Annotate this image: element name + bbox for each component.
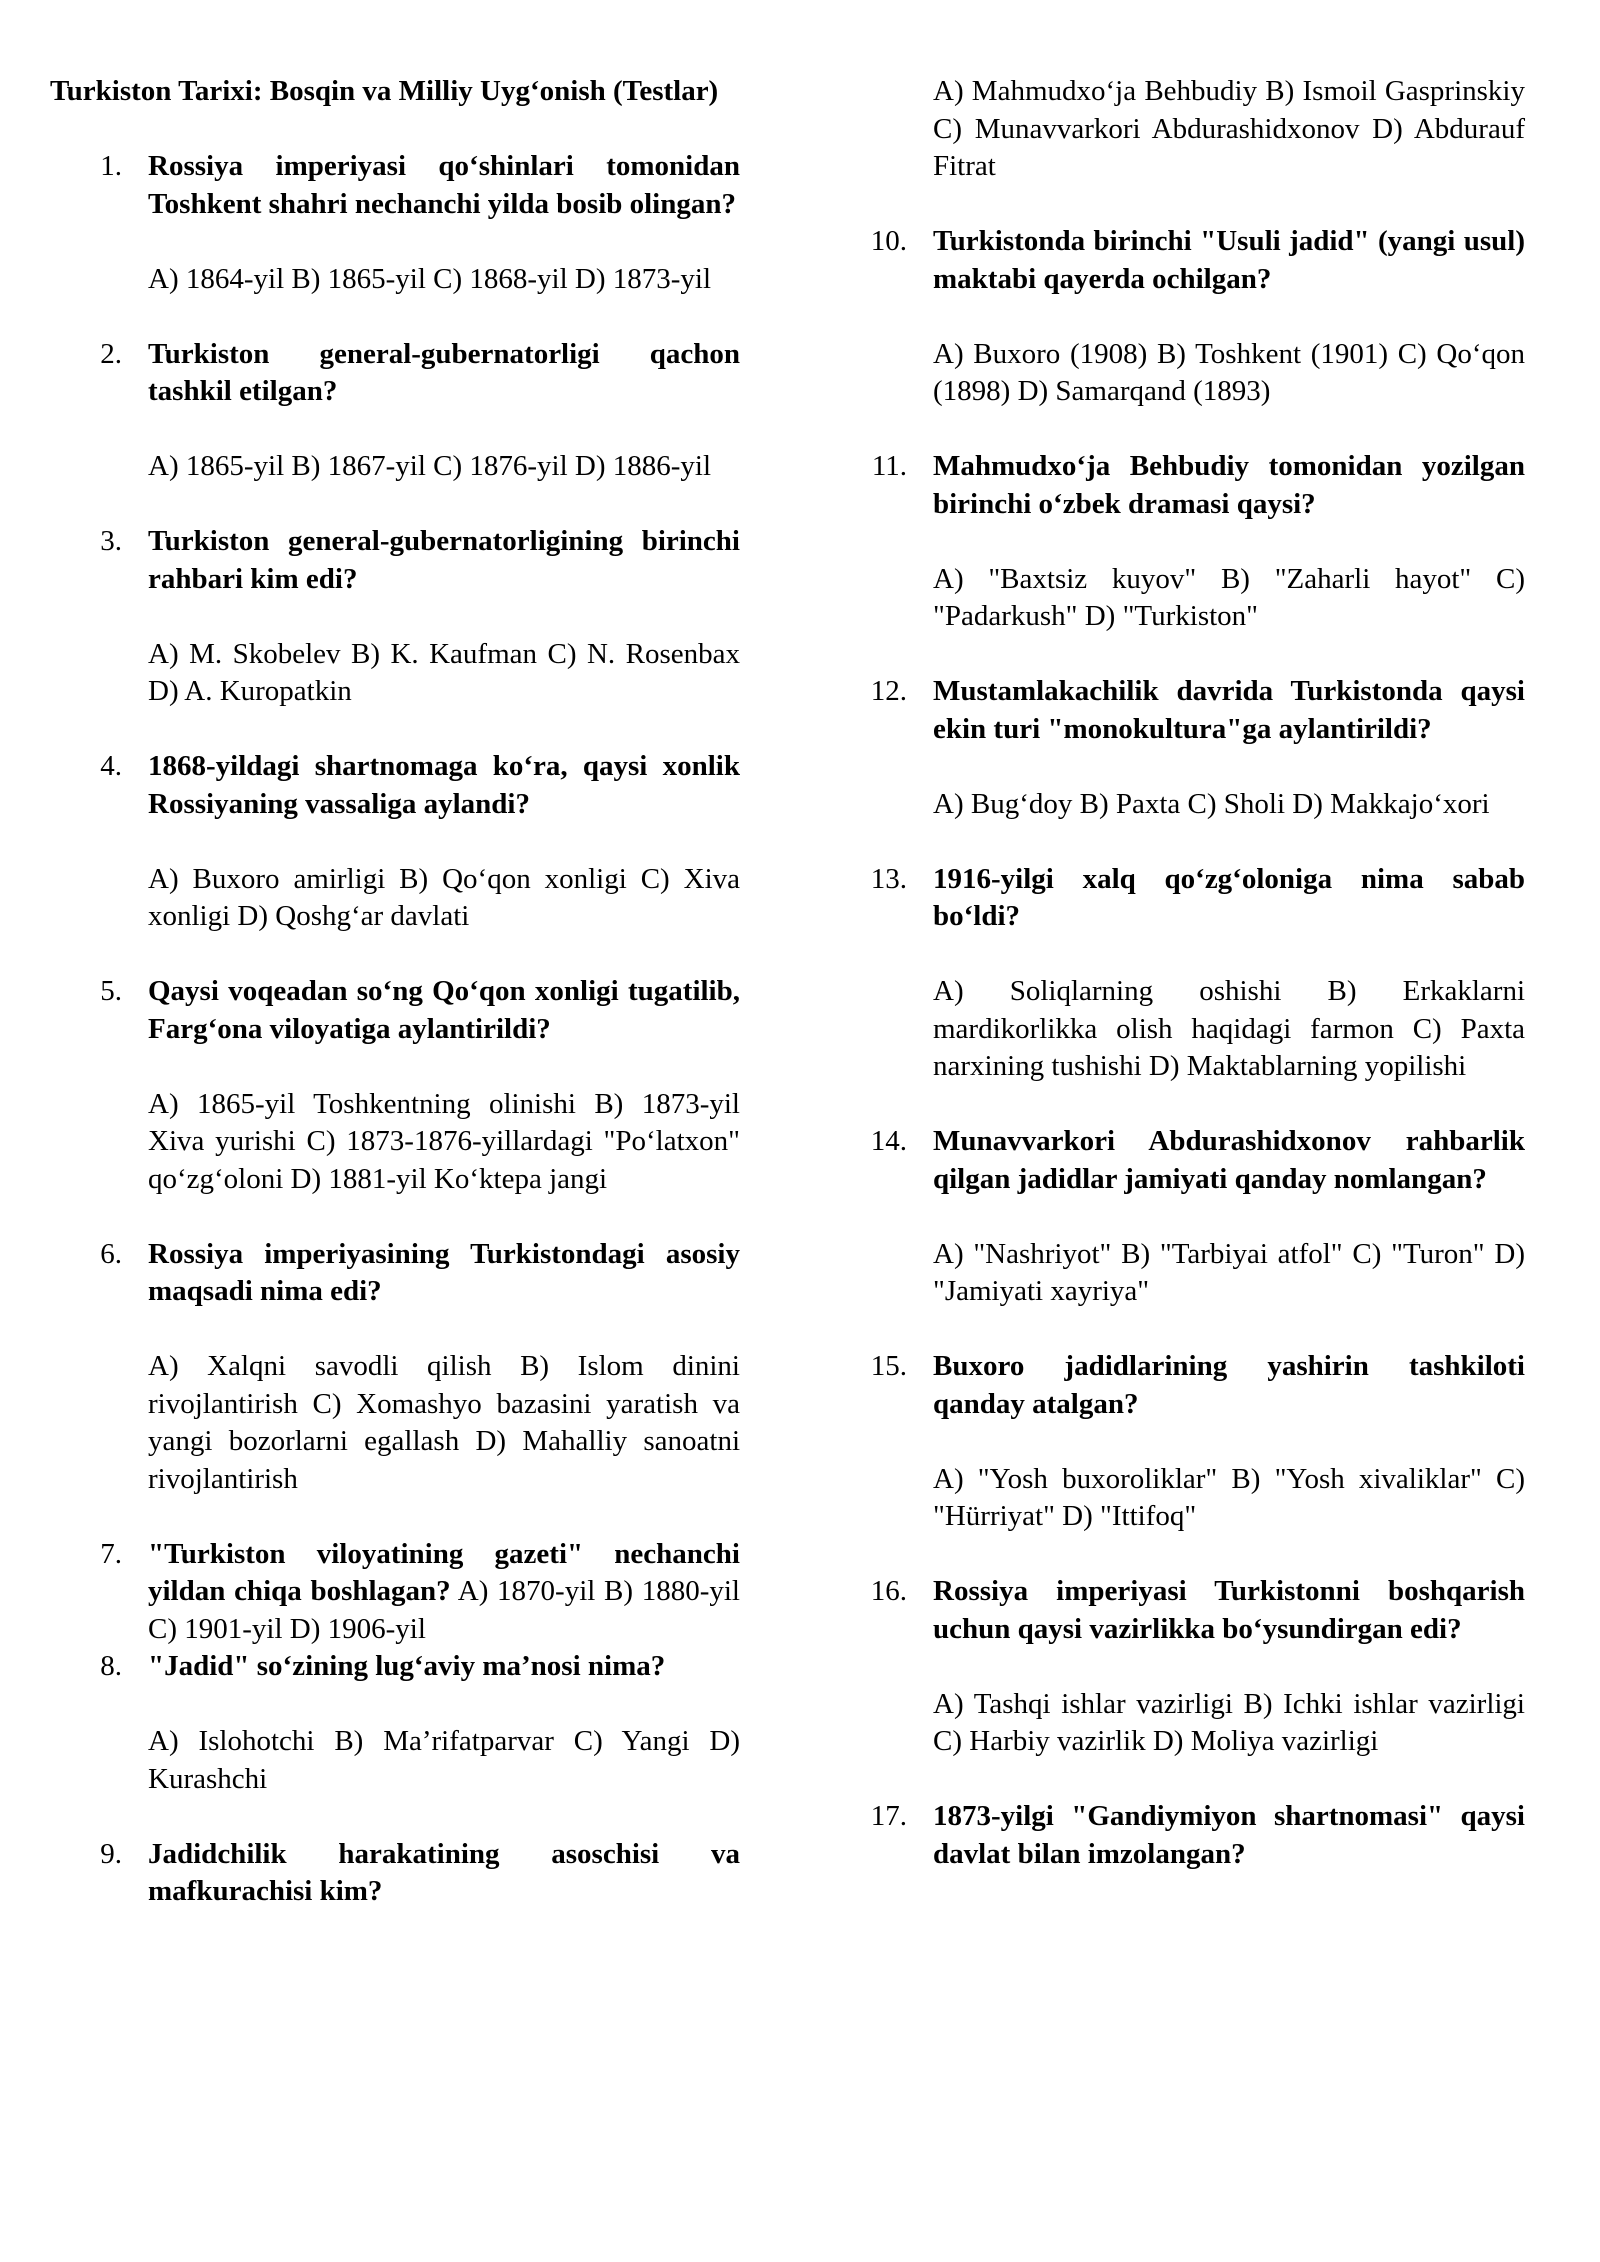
question-7 [50, 1536, 740, 1649]
right-column [835, 73, 1525, 1911]
question-number: 7. [100, 1537, 122, 1570]
answer-options: A) "Yosh buxoroliklar" B) "Yosh xivaliklar" C) "Hürriyat" D) "Ittifoq" [933, 1462, 1525, 1532]
question-text: Rossiya imperiyasi qo‘shinlari tomonidan Toshkent shahri nechanchi yilda bosib olingan? [148, 150, 740, 220]
question-text: Jadidchilik harakatining asoschisi va mafkurachisi kim? [148, 1837, 740, 1907]
question-number: 3. [100, 525, 122, 557]
question-8 [50, 1648, 740, 1798]
question-text: 1868-yildagi shartnomaga ko‘ra, qaysi xonlik Rossiyaning vassaliga aylandi? [148, 750, 740, 820]
question-number: 13. [870, 862, 907, 895]
answer-options: A) Buxoro (1908) B) Toshkent (1901) C) Qo‘qon (1898) D) Samarqand (1893) [933, 337, 1525, 407]
question-16 [835, 1573, 1525, 1761]
question-number: 10. [870, 225, 907, 257]
question-11 [835, 448, 1525, 636]
question-13 [835, 861, 1525, 1086]
document-title: Turkiston Tarixi: Bosqin va Milliy Uyg‘onish (Testlar) [50, 75, 719, 107]
question-12 [835, 673, 1525, 823]
question-text: Rossiya imperiyasi Turkistonni boshqarish uchun qaysi vazirlikka bo‘ysundirgan edi? [933, 1575, 1525, 1645]
question-body [148, 1536, 740, 1649]
answer-options: A) Buxoro amirligi B) Qo‘qon xonligi C) Xiva xonligi D) Qoshg‘ar davlati [148, 862, 740, 932]
question-text: Mahmudxo‘ja Behbudiy tomonidan yozilgan birinchi o‘zbek dramasi qaysi? [933, 450, 1525, 520]
question-text: Mustamlakachilik davrida Turkistonda qaysi ekin turi "monokultura"ga aylantirildi? [933, 675, 1525, 745]
answer-options: A) M. Skobelev B) K. Kaufman C) N. Rosenbax D) A. Kuropatkin [148, 637, 740, 707]
question-number: 4. [100, 750, 122, 782]
question-number: 8. [100, 1650, 122, 1682]
question-2 [50, 336, 740, 486]
question-text: 1916-yilgi xalq qo‘zg‘oloniga nima sabab bo‘ldi? [933, 862, 1525, 932]
question-number: 17. [870, 1800, 907, 1832]
question-6 [50, 1236, 740, 1499]
question-17 [835, 1798, 1525, 1873]
question-number: 1. [100, 150, 122, 182]
answer-options-continued: A) Mahmudxo‘ja Behbudiy B) Ismoil Gasprinskiy C) Munavvarkori Abdurashidxonov D) Abdurauf Fitrat [933, 75, 1525, 182]
question-text: Qaysi voqeadan so‘ng Qo‘qon xonligi tugatilib, Farg‘ona viloyatiga aylantirildi? [148, 975, 740, 1045]
question-number: 11. [871, 450, 907, 482]
question-text: 1873-yilgi "Gandiymiyon shartnomasi" qaysi davlat bilan imzolangan? [933, 1800, 1525, 1870]
question-number: 14. [870, 1125, 907, 1157]
question-number: 6. [100, 1237, 122, 1270]
question-number: 16. [870, 1575, 907, 1607]
answer-options: A) 1865-yil B) 1867-yil C) 1876-yil D) 1886-yil [148, 450, 712, 482]
question-text: Turkiston general-gubernatorligining birinchi rahbari kim edi? [148, 525, 740, 595]
left-column [50, 73, 740, 1948]
question-text: Turkistonda birinchi "Usuli jadid" (yangi usul) maktabi qayerda ochilgan? [933, 225, 1525, 295]
question-number: 15. [870, 1350, 907, 1382]
answer-options: A) Soliqlarning oshishi B) Erkaklarni mardikorlikka olish haqidagi farmon C) Paxta narxining tushishi D) Maktablarning yopilishi [933, 975, 1525, 1082]
question-text: Turkiston general-gubernatorligi qachon tashkil etilgan? [148, 337, 740, 407]
question-9 [50, 1836, 740, 1911]
question-10 [835, 223, 1525, 411]
answer-options: A) Xalqni savodli qilish B) Islom dinini rivojlantirish C) Xomashyo bazasini yaratish va yangi bozorlarni egallash D) Mahalliy sanoatni rivojlantirish [148, 1350, 740, 1495]
question-number: 2. [100, 337, 122, 370]
answer-options: A) 1870-yil B) 1880-yil C) 1901-yil D) 1906-yil [148, 1575, 740, 1645]
answer-options: A) "Baxtsiz kuyov" B) "Zaharli hayot" C) "Padarkush" D) "Turkiston" [933, 562, 1525, 632]
answer-options: A) 1864-yil B) 1865-yil C) 1868-yil D) 1873-yil [148, 262, 712, 295]
question-text: Rossiya imperiyasining Turkistondagi asosiy maqsadi nima edi? [148, 1237, 740, 1307]
question-14 [835, 1123, 1525, 1311]
question-5 [50, 973, 740, 1198]
question-text: Buxoro jadidlarining yashirin tashkiloti qanday atalgan? [933, 1350, 1525, 1420]
question-text: "Turkiston viloyatining gazeti" nechanchi yildan chiqa boshlagan? [148, 1537, 740, 1607]
answer-options: A) "Nashriyot" B) "Tarbiyai atfol" C) "Turon" D) "Jamiyati xayriya" [933, 1237, 1525, 1307]
question-number: 12. [870, 675, 907, 707]
answer-options: A) Bug‘doy B) Paxta C) Sholi D) Makkajo‘xori [933, 787, 1490, 820]
question-text: Munavvarkori Abdurashidxonov rahbarlik qilgan jadidlar jamiyati qanday nomlangan? [933, 1125, 1525, 1195]
question-number: 5. [100, 975, 122, 1007]
question-1 [50, 148, 740, 298]
question-number: 9. [100, 1837, 122, 1870]
question-15 [835, 1348, 1525, 1536]
answer-options: A) Tashqi ishlar vazirligi B) Ichki ishlar vazirligi C) Harbiy vazirlik D) Moliya vazirligi [933, 1687, 1525, 1757]
answer-options: A) 1865-yil Toshkentning olinishi B) 1873-yil Xiva yurishi C) 1873-1876-yillardagi "Po‘latxon" qo‘zg‘oloni D) 1881-yil Ko‘ktepa jangi [148, 1087, 740, 1195]
question-text: "Jadid" so‘zining lug‘aviy ma’nosi nima? [148, 1650, 666, 1682]
question-4 [50, 748, 740, 936]
answer-options: A) Islohotchi B) Ma’rifatparvar C) Yangi D) Kurashchi [148, 1725, 740, 1795]
question-3 [50, 523, 740, 711]
